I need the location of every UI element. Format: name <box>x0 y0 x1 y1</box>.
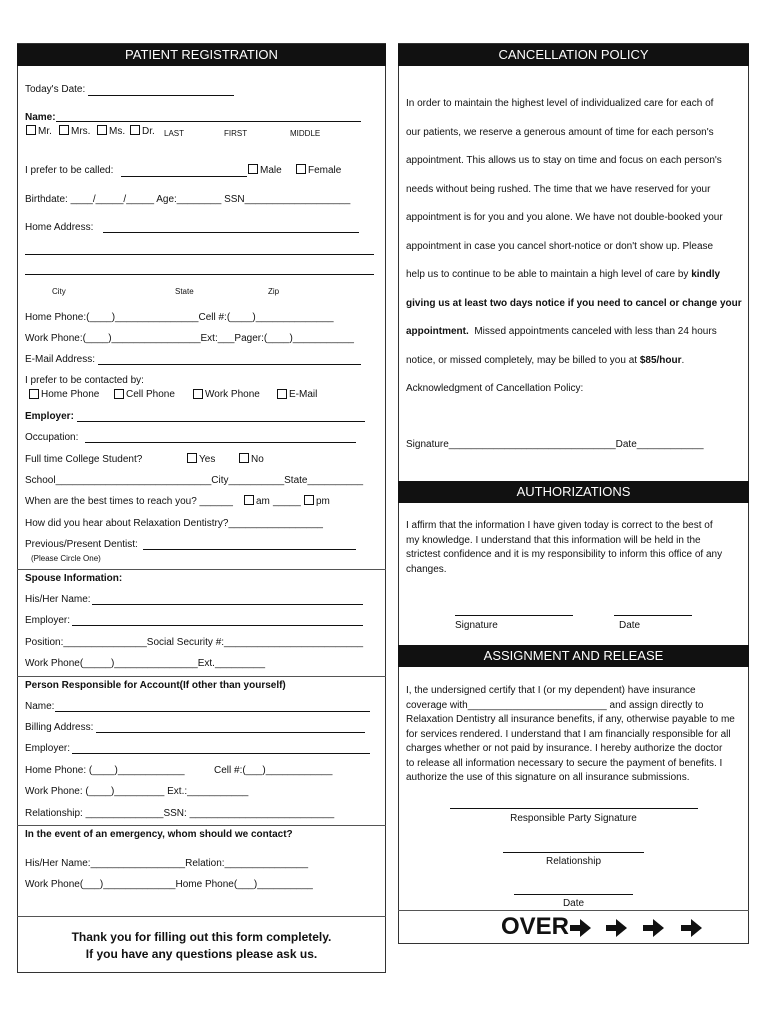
home-address-label: Home Address: <box>25 222 94 233</box>
cancel-line <box>406 318 746 347</box>
cell-phone-option: Cell Phone <box>126 389 175 400</box>
cancel-bold-text: kindly <box>691 269 721 280</box>
college-label: Full time College Student? <box>25 454 143 465</box>
assign-line: coverage with_________________________ and assign directly to <box>406 699 704 711</box>
spouse-section-divider <box>17 569 386 570</box>
assignment-release-title: ASSIGNMENT AND RELEASE <box>398 645 749 667</box>
assignment-text <box>406 684 749 786</box>
patient-registration-title: PATIENT REGISTRATION <box>17 44 386 66</box>
cancel-line <box>406 347 746 376</box>
right-arrow-icon <box>606 918 628 938</box>
cancel-bold-text: appointment. <box>406 326 469 337</box>
spouse-employer-label: Employer: <box>25 615 71 626</box>
release-date-label: Date <box>562 898 585 909</box>
cancel-line: giving us at least two days notice if you need to cancel or change your <box>406 297 742 309</box>
zip-label: Zip <box>268 287 280 296</box>
spouse-work-line[interactable]: Work Phone(_____)_______________Ext._________ <box>25 658 266 669</box>
cell-phone-checkbox[interactable] <box>114 389 124 399</box>
city-label: City <box>52 287 66 296</box>
auth-signature-field[interactable] <box>455 615 573 616</box>
female-checkbox[interactable] <box>296 164 306 174</box>
assign-line: charges whether or not paid by insurance. I hereby authorize the doctor <box>406 743 723 754</box>
assign-line: I, the undersigned certify that I (or my dependent) have insurance <box>406 685 696 696</box>
employer-field[interactable] <box>77 421 365 422</box>
home-phone-option: Home Phone <box>41 389 100 400</box>
assign-line: for services rendered. I understand that I am financially responsible for all <box>406 728 731 740</box>
authorizations-text <box>406 519 746 577</box>
resp-party-signature-label: Responsible Party Signature <box>510 813 637 824</box>
resp-relationship-line[interactable]: Relationship: ______________SSN: __________________________ <box>25 808 335 819</box>
resp-cell-line[interactable]: Cell #:(___)____________ <box>214 765 333 776</box>
prefer-called-field[interactable] <box>121 176 247 177</box>
name-field[interactable] <box>56 121 361 122</box>
todays-date-field[interactable] <box>88 95 234 96</box>
release-date-field[interactable] <box>514 894 633 895</box>
home-phone-line[interactable]: Home Phone:(____)_______________Cell #:(____)______________ <box>25 312 334 323</box>
ms-checkbox[interactable] <box>97 125 107 135</box>
thanks-line-2: If you have any questions please ask us. <box>85 947 318 961</box>
authorizations-title: AUTHORIZATIONS <box>398 481 749 503</box>
contact-pref-label: I prefer to be contacted by: <box>25 375 144 386</box>
cancel-line-text: Missed appointments canceled with less than 24 hours <box>468 326 717 337</box>
female-label: Female <box>308 165 342 176</box>
assign-line: Relaxation Dentistry all insurance benefits, if any, otherwise payable to me <box>406 714 735 725</box>
auth-date-label: Date <box>619 620 641 631</box>
emergency-heading: In the event of an emergency, whom should we contact? <box>25 829 293 840</box>
occupation-field[interactable] <box>85 442 356 443</box>
cancel-line <box>406 261 746 290</box>
right-arrow-icon <box>570 918 592 938</box>
college-no-checkbox[interactable] <box>239 453 249 463</box>
right-arrow-icon <box>681 918 703 938</box>
college-yes-label: Yes <box>199 454 216 465</box>
relationship-label: Relationship <box>545 856 602 867</box>
dr-checkbox[interactable] <box>130 125 140 135</box>
spouse-position-line[interactable]: Position:_______________Social Security #:_________________________ <box>25 637 364 648</box>
resp-employer-field[interactable] <box>72 753 370 754</box>
auth-line: strictest confidence and it is my responsibility to inform this office of any <box>406 549 723 560</box>
employer-label: Employer: <box>25 411 74 422</box>
heard-about-line[interactable]: How did you hear about Relaxation Dentistry?_________________ <box>25 518 323 529</box>
school-line[interactable]: School____________________________City__________State__________ <box>25 475 364 486</box>
pm-time-field[interactable]: _____ <box>273 496 301 507</box>
pm-checkbox[interactable] <box>304 495 314 505</box>
cancel-line: appointment in case you cancel short-notice or don't show up. Please <box>406 240 714 252</box>
email-option: E-Mail <box>289 389 318 400</box>
cancel-line: appointment is for you and you alone. We have not double-booked your <box>406 212 723 223</box>
work-phone-option: Work Phone <box>205 389 260 400</box>
college-yes-checkbox[interactable] <box>187 453 197 463</box>
resp-work-phone-line[interactable]: Work Phone: (____)_________ Ext.:___________ <box>25 786 249 797</box>
email-field[interactable] <box>98 364 361 365</box>
male-label: Male <box>260 165 282 176</box>
first-name-label: FIRST <box>224 129 248 138</box>
thanks-line-1: Thank you for filling out this form completely. <box>71 930 332 944</box>
mrs-checkbox[interactable] <box>59 125 69 135</box>
responsible-heading: Person Responsible for Account(If other than yourself) <box>25 680 286 691</box>
home-phone-checkbox[interactable] <box>29 389 39 399</box>
work-phone-line[interactable]: Work Phone:(____)________________Ext:___Pager:(____)___________ <box>25 333 354 344</box>
cancel-line: needs without being rushed. The time that we have reserved for your <box>406 183 711 195</box>
last-name-label: LAST <box>164 129 185 138</box>
mr-checkbox[interactable] <box>26 125 36 135</box>
birthdate-line[interactable]: Birthdate: ____/_____/_____ Age:________ SSN___________________ <box>25 194 351 205</box>
auth-date-field[interactable] <box>614 615 692 616</box>
cancel-line: appointment. This allows us to stay on time and focus on each person's <box>406 155 722 166</box>
cancel-line: In order to maintain the highest level of individualized care for each of <box>406 98 714 109</box>
thanks-divider <box>17 916 386 917</box>
auth-line: my knowledge. I understand that this information will be held in the <box>406 534 701 546</box>
mr-label: Mr. <box>38 126 52 137</box>
spouse-name-label: His/Her Name: <box>25 594 91 605</box>
email-label: E-Mail Address: <box>25 354 96 365</box>
over-label: OVER <box>501 913 570 940</box>
auth-signature-label: Signature <box>455 620 498 631</box>
middle-name-label: MIDDLE <box>290 129 321 138</box>
resp-home-phone-line[interactable]: Home Phone: (____)____________ <box>25 765 185 776</box>
am-checkbox[interactable] <box>244 495 254 505</box>
auth-line: changes. <box>406 563 447 575</box>
cancel-line: our patients, we reserve a generous amount of time for each person's <box>406 126 714 138</box>
circle-one-note: (Please Circle One) <box>31 554 101 563</box>
home-address-line-2[interactable] <box>25 254 374 255</box>
state-label: State <box>175 287 194 296</box>
ms-label: Ms. <box>109 126 126 137</box>
home-address-field[interactable] <box>103 232 359 233</box>
spouse-name-field[interactable] <box>92 604 363 605</box>
resp-party-signature-field[interactable] <box>450 808 698 809</box>
todays-date-label: Today's Date: <box>25 84 86 95</box>
male-checkbox[interactable] <box>248 164 258 174</box>
resp-billing-label: Billing Address: <box>25 722 94 733</box>
name-label: Name: <box>25 112 56 123</box>
auth-line: I affirm that the information I have given today is correct to the best of <box>406 520 713 531</box>
home-address-line-3[interactable] <box>25 274 374 275</box>
prev-dentist-label: Previous/Present Dentist: <box>25 539 138 550</box>
cancellation-policy-text <box>406 90 746 404</box>
assign-line: authorize the use of this signature on all insurance submissions. <box>406 772 690 783</box>
emergency-phone-line[interactable]: Work Phone(___)_____________Home Phone(___)__________ <box>25 879 313 890</box>
spouse-info-heading: Spouse Information: <box>25 573 123 584</box>
resp-employer-label: Employer: <box>25 743 71 754</box>
prev-dentist-field[interactable] <box>143 549 356 550</box>
am-label: am <box>256 496 270 507</box>
emergency-name-line[interactable]: His/Her Name:_________________Relation:_______________ <box>25 858 309 869</box>
relationship-field[interactable] <box>503 852 644 853</box>
college-no-label: No <box>251 454 264 465</box>
cancel-price: $85/hour <box>639 354 682 366</box>
dr-label: Dr. <box>142 126 155 137</box>
responsible-section-divider <box>17 676 386 677</box>
cancellation-policy-title: CANCELLATION POLICY <box>398 44 749 66</box>
assign-line: to release all information necessary to secure the payment of benefits. I <box>406 757 723 769</box>
cancel-line-text: help us to continue to be able to maintain a high level of care by <box>406 269 692 280</box>
cancel-line-text: notice, or missed completely, may be billed to you at <box>406 354 640 366</box>
email-checkbox[interactable] <box>277 389 287 399</box>
work-phone-checkbox[interactable] <box>193 389 203 399</box>
resp-name-field[interactable] <box>55 711 370 712</box>
cancel-signature-line[interactable]: Signature______________________________Date____________ <box>406 439 704 450</box>
occupation-label: Occupation: <box>25 432 79 443</box>
spouse-employer-field[interactable] <box>72 625 363 626</box>
resp-billing-field[interactable] <box>96 732 365 733</box>
pm-label: pm <box>316 496 330 507</box>
acknowledgment-label: Acknowledgment of Cancellation Policy: <box>406 383 584 394</box>
cancel-line-text: . <box>681 354 685 366</box>
over-divider <box>398 910 749 911</box>
best-times-label: When are the best times to reach you? ______ <box>25 496 233 507</box>
right-arrow-icon <box>643 918 665 938</box>
resp-name-label: Name: <box>25 701 55 712</box>
prefer-called-label: I prefer to be called: <box>25 165 114 176</box>
emergency-section-divider <box>17 825 386 826</box>
mrs-label: Mrs. <box>71 126 91 137</box>
